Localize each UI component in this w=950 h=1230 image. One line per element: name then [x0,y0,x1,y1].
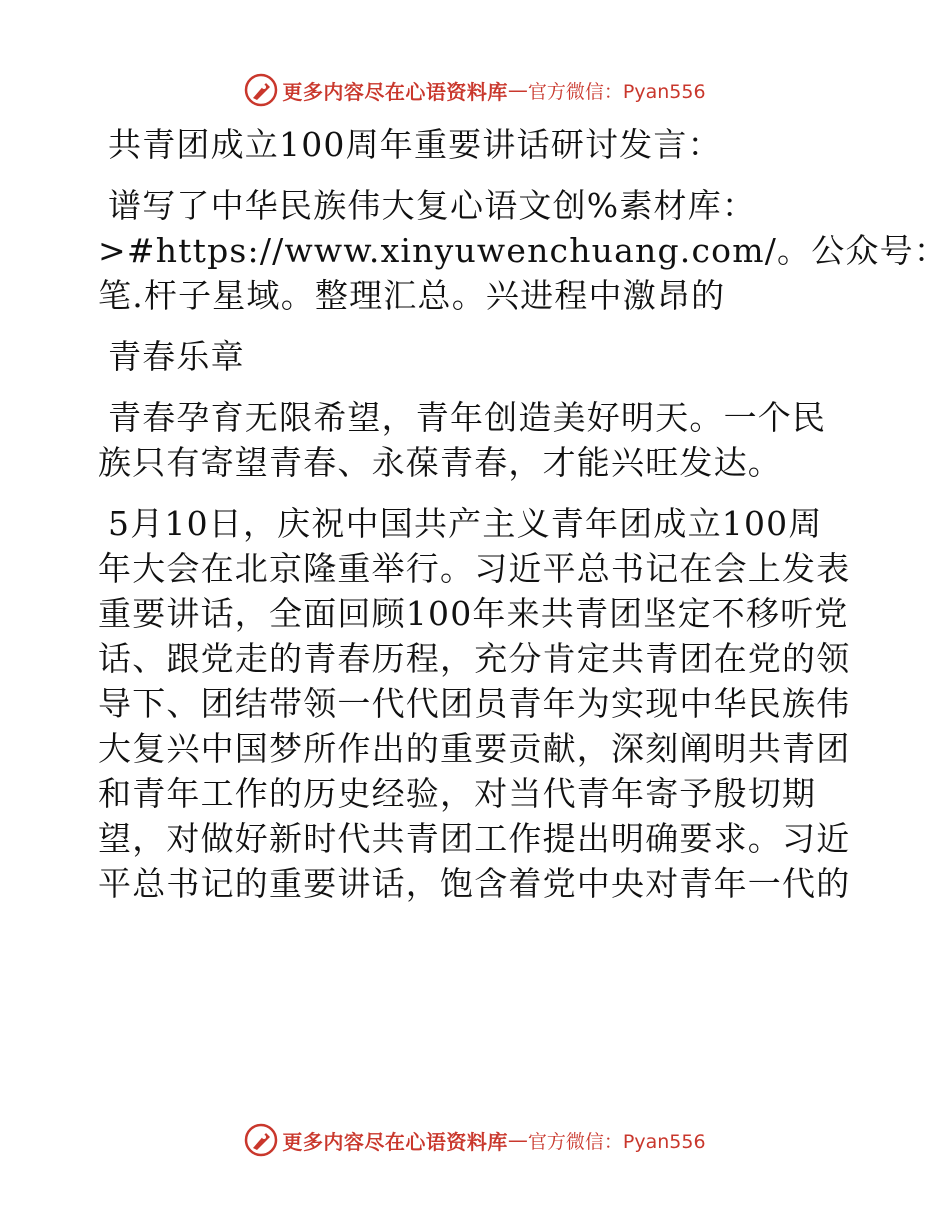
text-line: >#https://www.xinyuwenchuang.com/。公众号： [98,231,949,270]
watermark-separator: — [507,1128,528,1152]
text-line: 导下、团结带领一代代团员青年为实现中华民族伟 [98,684,851,723]
text-line: 望，对做好新时代共青团工作提出明确要求。习近 [98,819,851,858]
watermark-wechat: 官方微信：Pyan556 [527,1130,706,1153]
subtitle-paragraph [98,183,949,318]
document-body [98,122,949,929]
watermark-text: 更多内容尽在心语资料库 [282,79,508,104]
watermark-wechat: 官方微信：Pyan556 [527,80,706,103]
text-line: 笔.杆子星域。整理汇总。兴进程中激昂的 [98,276,726,315]
watermark-text: 更多内容尽在心语资料库 [282,1129,508,1154]
text-line: 平总书记的重要讲话，饱含着党中央对青年一代的 [98,864,851,903]
pen-nib-logo-icon [244,73,278,107]
section-heading [98,334,858,379]
paragraph-1 [98,395,858,485]
pen-nib-logo-icon [244,1123,278,1157]
heading-line: 青春乐章 [108,337,245,376]
header-watermark [0,70,950,110]
text-line: 青春孕育无限希望，青年创造美好明天。一个民 [108,398,827,437]
text-line: 谱写了中华民族伟大复心语文创%素材库： [108,186,757,225]
text-line: 年大会在北京隆重举行。习近平总书记在会上发表 [98,549,851,588]
text-line: 重要讲话，全面回顾100年来共青团坚定不移听党 [98,594,849,633]
text-line: 和青年工作的历史经验，对当代青年寄予殷切期 [98,774,817,813]
text-line: 话、跟党走的青春历程，充分肯定共青团在党的领 [98,639,851,678]
watermark-separator: — [507,78,528,102]
text-line: 5月10日，庆祝中国共产主义青年团成立100周 [108,504,823,543]
document-title [98,122,858,167]
text-line: 大复兴中国梦所作出的重要贡献，深刻阐明共青团 [98,729,851,768]
paragraph-2 [98,501,858,906]
text-line: 族只有寄望青春、永葆青春，才能兴旺发达。 [98,443,782,482]
title-line: 共青团成立100周年重要讲话研讨发言： [108,125,722,164]
footer-watermark [0,1120,950,1160]
